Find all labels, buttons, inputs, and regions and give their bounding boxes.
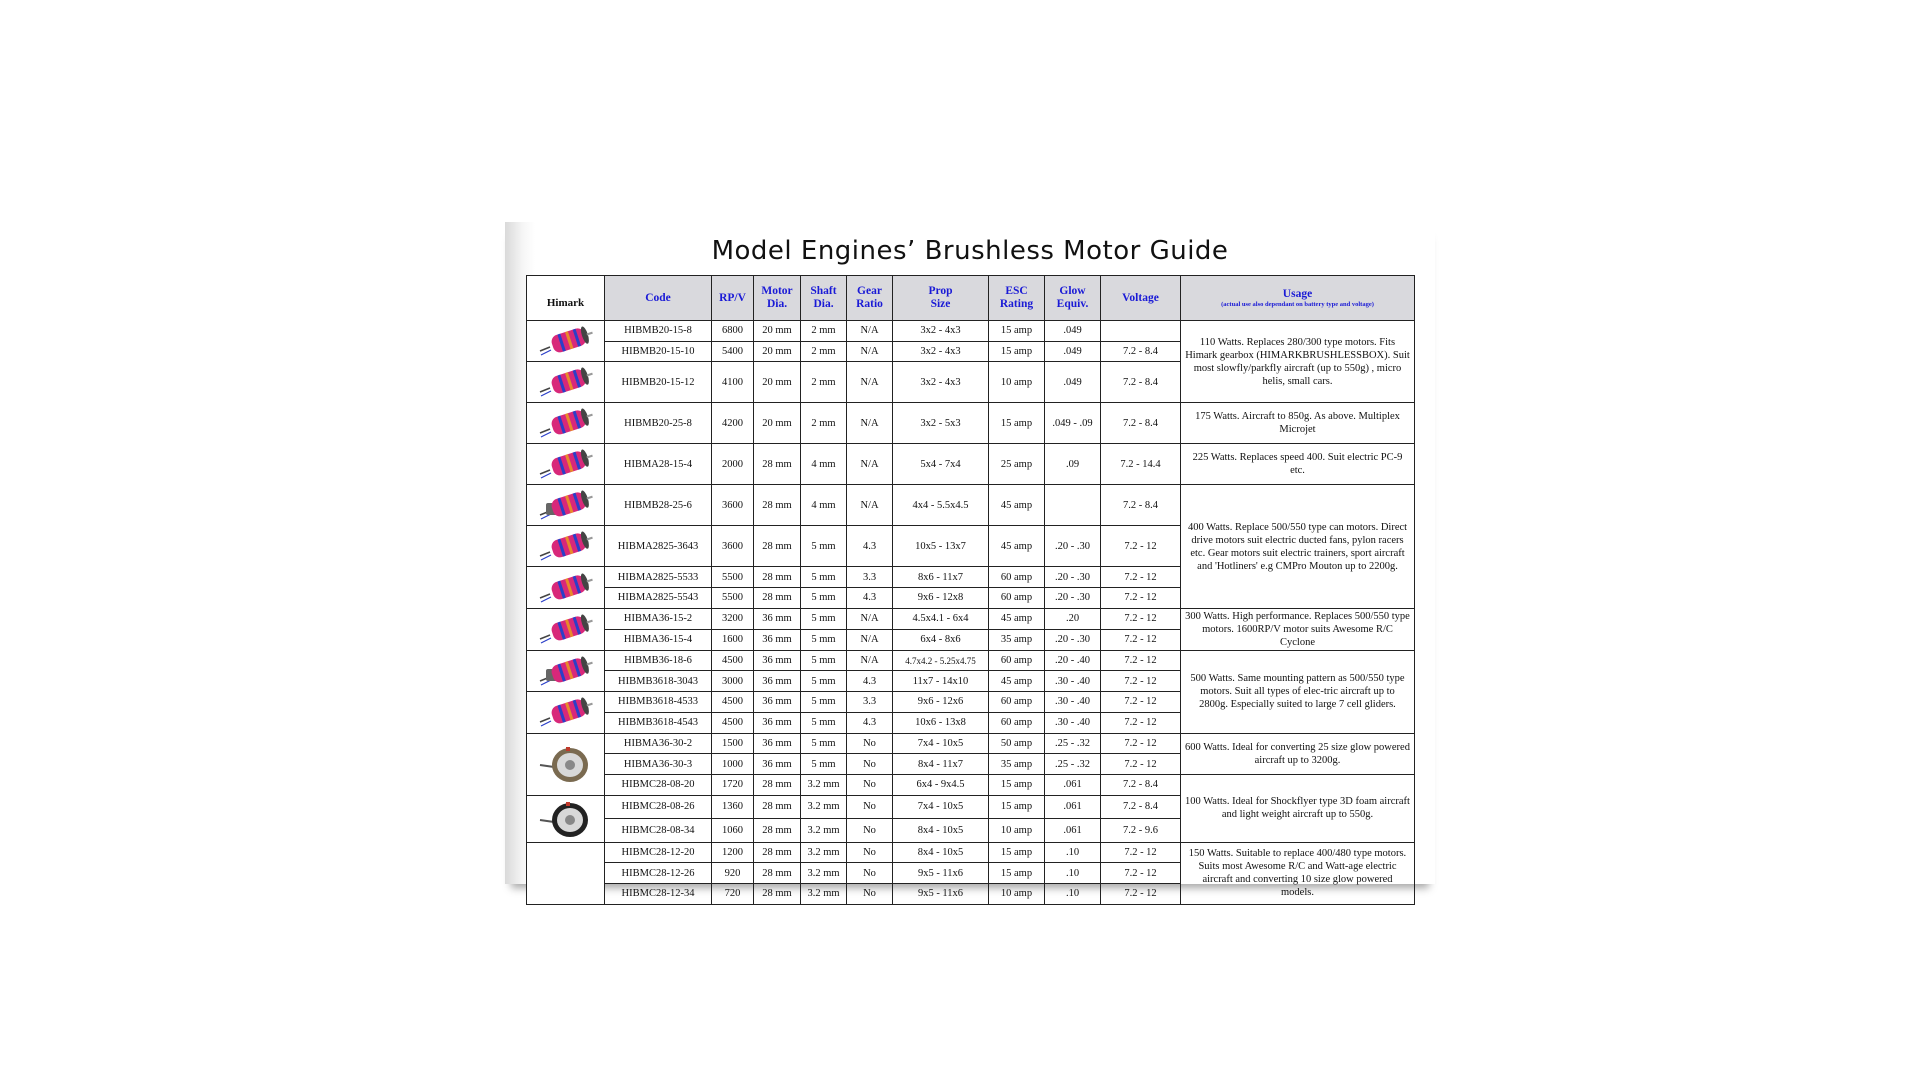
cell-motor: 36 mm	[754, 692, 801, 713]
cell-code: HIBMC28-12-34	[605, 883, 712, 904]
guide-page	[505, 222, 1435, 900]
motor-photo	[527, 485, 605, 526]
cell-esc: 60 amp	[989, 567, 1045, 588]
cell-gear: N/A	[847, 629, 893, 650]
cell-glow: .20 - .30	[1045, 567, 1101, 588]
cell-rpv: 6800	[712, 321, 754, 342]
cell-voltage: 7.2 - 12	[1101, 863, 1181, 884]
header-shaft-dia: Shaft Dia.	[801, 276, 847, 321]
header-prop-size: Prop Size	[893, 276, 989, 321]
cell-prop: 4x4 - 5.5x4.5	[893, 485, 989, 526]
cell-code: HIBMA36-30-3	[605, 754, 712, 775]
cell-motor: 36 mm	[754, 733, 801, 754]
motor-photo	[527, 444, 605, 485]
cell-shaft: 3.2 mm	[801, 883, 847, 904]
cell-usage: 300 Watts. High performance. Replaces 500/550 type motors. 1600RP/V motor suits Awesome R/C Cyclone	[1181, 608, 1415, 650]
cell-glow: .20 - .30	[1045, 526, 1101, 567]
cell-rpv: 1200	[712, 842, 754, 863]
motor-photo	[527, 567, 605, 608]
cell-motor: 28 mm	[754, 883, 801, 904]
cell-code: HIBMB20-15-8	[605, 321, 712, 342]
cell-prop: 8x4 - 11x7	[893, 754, 989, 775]
cell-voltage: 7.2 - 12	[1101, 754, 1181, 775]
cell-code: HIBMC28-12-26	[605, 863, 712, 884]
cell-prop: 7x4 - 10x5	[893, 733, 989, 754]
cell-motor: 28 mm	[754, 588, 801, 609]
cell-voltage: 7.2 - 8.4	[1101, 403, 1181, 444]
cell-voltage: 7.2 - 12	[1101, 692, 1181, 713]
cell-shaft: 5 mm	[801, 712, 847, 733]
cell-gear: N/A	[847, 444, 893, 485]
cell-code: HIBMC28-12-20	[605, 842, 712, 863]
cell-prop: 8x4 - 10x5	[893, 842, 989, 863]
cell-esc: 60 amp	[989, 712, 1045, 733]
header-code: Code	[605, 276, 712, 321]
cell-prop: 9x5 - 11x6	[893, 883, 989, 904]
cell-shaft: 4 mm	[801, 485, 847, 526]
motor-photo	[527, 403, 605, 444]
cell-glow: .30 - .40	[1045, 692, 1101, 713]
brushless-motor-icon	[527, 568, 604, 608]
cell-voltage: 7.2 - 12	[1101, 608, 1181, 629]
cell-glow: .061	[1045, 819, 1101, 843]
cell-code: HIBMA36-15-2	[605, 608, 712, 629]
cell-rpv: 4500	[712, 692, 754, 713]
cell-shaft: 5 mm	[801, 567, 847, 588]
cell-rpv: 1360	[712, 795, 754, 819]
cell-glow	[1045, 485, 1101, 526]
cell-code: HIBMB20-15-10	[605, 341, 712, 362]
cell-shaft: 3.2 mm	[801, 863, 847, 884]
cell-prop: 10x6 - 13x8	[893, 712, 989, 733]
cell-glow: .049	[1045, 362, 1101, 403]
cell-rpv: 920	[712, 863, 754, 884]
outrunner-motor-icon	[527, 741, 604, 787]
cell-glow: .10	[1045, 842, 1101, 863]
cell-motor: 36 mm	[754, 650, 801, 671]
brushless-motor-icon	[527, 321, 604, 361]
cell-code: HIBMB3618-4533	[605, 692, 712, 713]
cell-code: HIBMB36-18-6	[605, 650, 712, 671]
cell-code: HIBMC28-08-26	[605, 795, 712, 819]
cell-motor: 36 mm	[754, 754, 801, 775]
cell-esc: 10 amp	[989, 819, 1045, 843]
cell-usage: 110 Watts. Replaces 280/300 type motors. Fits Himark gearbox (HIMARKBRUSHLESSBOX). Suit most slowfly/parkfly aircraft (up to 550g) , micro helis, small cars.	[1181, 321, 1415, 403]
cell-rpv: 4500	[712, 712, 754, 733]
cell-esc: 10 amp	[989, 362, 1045, 403]
cell-code: HIBMC28-08-20	[605, 774, 712, 795]
outrunner-motor-photo	[527, 733, 605, 795]
cell-voltage: 7.2 - 12	[1101, 588, 1181, 609]
header-glow-equiv: Glow Equiv.	[1045, 276, 1101, 321]
cell-prop: 4.5x4.1 - 6x4	[893, 608, 989, 629]
motor-table-body	[527, 321, 1415, 905]
cell-gear: No	[847, 774, 893, 795]
cell-esc: 15 amp	[989, 863, 1045, 884]
cell-voltage: 7.2 - 12	[1101, 733, 1181, 754]
table-header-row	[527, 276, 1415, 321]
cell-code: HIBMB3618-3043	[605, 671, 712, 692]
cell-motor: 20 mm	[754, 321, 801, 342]
cell-rpv: 2000	[712, 444, 754, 485]
cell-shaft: 5 mm	[801, 733, 847, 754]
cell-esc: 45 amp	[989, 485, 1045, 526]
cell-gear: No	[847, 863, 893, 884]
table-row	[527, 733, 1415, 754]
table-row	[527, 485, 1415, 526]
cell-prop: 6x4 - 8x6	[893, 629, 989, 650]
cell-esc: 10 amp	[989, 883, 1045, 904]
cell-esc: 60 amp	[989, 692, 1045, 713]
cell-glow: .20 - .30	[1045, 629, 1101, 650]
cell-esc: 25 amp	[989, 444, 1045, 485]
cell-glow: .10	[1045, 863, 1101, 884]
cell-motor: 36 mm	[754, 712, 801, 733]
cell-motor: 28 mm	[754, 526, 801, 567]
cell-esc: 15 amp	[989, 403, 1045, 444]
cell-voltage	[1101, 321, 1181, 342]
cell-prop: 8x6 - 11x7	[893, 567, 989, 588]
cell-code: HIBMB3618-4543	[605, 712, 712, 733]
cell-prop: 3x2 - 5x3	[893, 403, 989, 444]
cell-prop: 6x4 - 9x4.5	[893, 774, 989, 795]
cell-voltage: 7.2 - 12	[1101, 842, 1181, 863]
cell-code: HIBMB20-15-12	[605, 362, 712, 403]
cell-usage: 150 Watts. Suitable to replace 400/480 type motors. Suits most Awesome R/C and Watt-age electric aircraft and converting 10 size glow powered models.	[1181, 842, 1415, 904]
header-esc-rating: ESC Rating	[989, 276, 1045, 321]
cell-esc: 35 amp	[989, 754, 1045, 775]
cell-prop: 3x2 - 4x3	[893, 362, 989, 403]
cell-gear: 3.3	[847, 567, 893, 588]
cell-code: HIBMA36-30-2	[605, 733, 712, 754]
cell-shaft: 5 mm	[801, 692, 847, 713]
cell-usage: 600 Watts. Ideal for converting 25 size glow powered aircraft up to 3200g.	[1181, 733, 1415, 774]
cell-shaft: 5 mm	[801, 526, 847, 567]
cell-prop: 11x7 - 14x10	[893, 671, 989, 692]
table-row	[527, 608, 1415, 629]
cell-code: HIBMC28-08-34	[605, 819, 712, 843]
cell-voltage: 7.2 - 8.4	[1101, 485, 1181, 526]
cell-glow: .061	[1045, 774, 1101, 795]
cell-rpv: 3200	[712, 608, 754, 629]
header-rpv: RP/V	[712, 276, 754, 321]
page-title: Model Engines’ Brushless Motor Guide	[711, 236, 1229, 266]
cell-esc: 15 amp	[989, 341, 1045, 362]
table-row	[527, 842, 1415, 863]
cell-esc: 45 amp	[989, 608, 1045, 629]
header-usage: Usage (actual use also dependant on battery type and voltage)	[1181, 276, 1415, 321]
outrunner-motor-icon	[527, 796, 604, 842]
cell-code: HIBMB28-25-6	[605, 485, 712, 526]
cell-prop: 10x5 - 13x7	[893, 526, 989, 567]
cell-esc: 45 amp	[989, 671, 1045, 692]
cell-motor: 28 mm	[754, 485, 801, 526]
brushless-motor-icon	[527, 485, 604, 525]
cell-glow: .30 - .40	[1045, 712, 1101, 733]
cell-code: HIBMA2825-5533	[605, 567, 712, 588]
cell-esc: 35 amp	[989, 629, 1045, 650]
cell-shaft: 2 mm	[801, 341, 847, 362]
cell-glow: .049	[1045, 341, 1101, 362]
cell-motor: 20 mm	[754, 341, 801, 362]
table-row	[527, 321, 1415, 342]
cell-gear: 3.3	[847, 692, 893, 713]
cell-prop: 7x4 - 10x5	[893, 795, 989, 819]
cell-usage: 400 Watts. Replace 500/550 type can motors. Direct drive motors suit electric ducted fans, pylon racers etc. Gear motors suit electric trainers, sport aircraft and 'Hotliners' e.g CMPro Mouton up to 2200g.	[1181, 485, 1415, 608]
cell-shaft: 2 mm	[801, 362, 847, 403]
cell-esc: 15 amp	[989, 321, 1045, 342]
cell-voltage: 7.2 - 8.4	[1101, 795, 1181, 819]
motor-photo	[527, 608, 605, 650]
cell-code: HIBMA2825-5543	[605, 588, 712, 609]
cell-rpv: 5500	[712, 567, 754, 588]
brushless-motor-icon	[527, 362, 604, 402]
cell-gear: N/A	[847, 403, 893, 444]
cell-rpv: 4500	[712, 650, 754, 671]
motor-photo	[527, 321, 605, 362]
cell-voltage: 7.2 - 8.4	[1101, 774, 1181, 795]
cell-glow: .20 - .30	[1045, 588, 1101, 609]
cell-voltage: 7.2 - 12	[1101, 650, 1181, 671]
cell-gear: N/A	[847, 485, 893, 526]
cell-glow: .049 - .09	[1045, 403, 1101, 444]
cell-gear: No	[847, 795, 893, 819]
cell-motor: 36 mm	[754, 629, 801, 650]
cell-shaft: 3.2 mm	[801, 819, 847, 843]
cell-rpv: 3600	[712, 485, 754, 526]
cell-gear: 4.3	[847, 526, 893, 567]
motor-table	[526, 275, 1415, 905]
table-row	[527, 444, 1415, 485]
header-voltage: Voltage	[1101, 276, 1181, 321]
cell-rpv: 4100	[712, 362, 754, 403]
cell-motor: 28 mm	[754, 774, 801, 795]
cell-voltage: 7.2 - 12	[1101, 567, 1181, 588]
cell-rpv: 3000	[712, 671, 754, 692]
cell-shaft: 5 mm	[801, 608, 847, 629]
cell-voltage: 7.2 - 9.6	[1101, 819, 1181, 843]
cell-prop: 3x2 - 4x3	[893, 321, 989, 342]
cell-gear: No	[847, 842, 893, 863]
cell-gear: N/A	[847, 608, 893, 629]
brushless-motor-icon	[527, 526, 604, 566]
cell-rpv: 4200	[712, 403, 754, 444]
cell-prop: 9x6 - 12x6	[893, 692, 989, 713]
brand-header: Himark	[527, 276, 605, 321]
brushless-motor-icon	[527, 651, 604, 691]
cell-prop: 9x5 - 11x6	[893, 863, 989, 884]
cell-shaft: 5 mm	[801, 671, 847, 692]
cell-code: HIBMA36-15-4	[605, 629, 712, 650]
cell-usage: 500 Watts. Same mounting pattern as 500/550 type motors. Suit all types of elec-tric aircraft up to 2800g. Especially suited to large 7 cell gliders.	[1181, 650, 1415, 733]
cell-prop: 8x4 - 10x5	[893, 819, 989, 843]
cell-rpv: 3600	[712, 526, 754, 567]
motor-photo	[527, 692, 605, 733]
table-row	[527, 774, 1415, 795]
cell-prop: 4.7x4.2 - 5.25x4.75	[893, 650, 989, 671]
cell-prop: 3x2 - 4x3	[893, 341, 989, 362]
cell-gear: 4.3	[847, 588, 893, 609]
cell-shaft: 5 mm	[801, 650, 847, 671]
cell-esc: 60 amp	[989, 650, 1045, 671]
cell-gear: 4.3	[847, 712, 893, 733]
motor-photo	[527, 526, 605, 567]
cell-rpv: 1500	[712, 733, 754, 754]
cell-shaft: 3.2 mm	[801, 774, 847, 795]
cell-motor: 28 mm	[754, 842, 801, 863]
cell-shaft: 4 mm	[801, 444, 847, 485]
cell-esc: 45 amp	[989, 526, 1045, 567]
cell-glow: .25 - .32	[1045, 754, 1101, 775]
cell-voltage: 7.2 - 8.4	[1101, 362, 1181, 403]
header-gear-ratio: Gear Ratio	[847, 276, 893, 321]
usage-note: (actual use also dependant on battery type and voltage)	[1221, 300, 1374, 308]
cell-rpv: 1060	[712, 819, 754, 843]
cell-rpv: 1000	[712, 754, 754, 775]
cell-esc: 60 amp	[989, 588, 1045, 609]
cell-voltage: 7.2 - 12	[1101, 629, 1181, 650]
cell-usage: 100 Watts. Ideal for Shockflyer type 3D foam aircraft and light weight aircraft up to 550g.	[1181, 774, 1415, 842]
cell-voltage: 7.2 - 12	[1101, 883, 1181, 904]
cell-motor: 20 mm	[754, 403, 801, 444]
cell-motor: 20 mm	[754, 362, 801, 403]
cell-esc: 15 amp	[989, 774, 1045, 795]
cell-gear: No	[847, 883, 893, 904]
cell-gear: No	[847, 819, 893, 843]
cell-esc: 15 amp	[989, 842, 1045, 863]
cell-voltage: 7.2 - 14.4	[1101, 444, 1181, 485]
brushless-motor-icon	[527, 444, 604, 484]
cell-glow: .09	[1045, 444, 1101, 485]
cell-usage: 225 Watts. Replaces speed 400. Suit electric PC-9 etc.	[1181, 444, 1415, 485]
cell-shaft: 2 mm	[801, 403, 847, 444]
motor-photo	[527, 842, 605, 904]
header-motor-dia: Motor Dia.	[754, 276, 801, 321]
cell-gear: No	[847, 733, 893, 754]
cell-glow: .20 - .40	[1045, 650, 1101, 671]
table-row	[527, 403, 1415, 444]
cell-shaft: 3.2 mm	[801, 842, 847, 863]
cell-code: HIBMB20-25-8	[605, 403, 712, 444]
cell-prop: 5x4 - 7x4	[893, 444, 989, 485]
cell-gear: N/A	[847, 341, 893, 362]
cell-esc: 15 amp	[989, 795, 1045, 819]
cell-motor: 28 mm	[754, 795, 801, 819]
cell-code: HIBMA2825-3643	[605, 526, 712, 567]
cell-glow: .20	[1045, 608, 1101, 629]
brushless-motor-icon	[527, 403, 604, 443]
cell-voltage: 7.2 - 12	[1101, 526, 1181, 567]
cell-gear: No	[847, 754, 893, 775]
cell-motor: 28 mm	[754, 444, 801, 485]
cell-motor: 28 mm	[754, 819, 801, 843]
cell-voltage: 7.2 - 12	[1101, 712, 1181, 733]
cell-voltage: 7.2 - 12	[1101, 671, 1181, 692]
cell-rpv: 1720	[712, 774, 754, 795]
cell-code: HIBMA28-15-4	[605, 444, 712, 485]
cell-shaft: 3.2 mm	[801, 795, 847, 819]
cell-shaft: 2 mm	[801, 321, 847, 342]
cell-rpv: 1600	[712, 629, 754, 650]
cell-prop: 9x6 - 12x8	[893, 588, 989, 609]
brushless-motor-icon	[527, 692, 604, 732]
cell-usage: 175 Watts. Aircraft to 850g. As above. Multiplex Microjet	[1181, 403, 1415, 444]
outrunner-motor-photo	[527, 795, 605, 842]
cell-esc: 50 amp	[989, 733, 1045, 754]
cell-motor: 28 mm	[754, 863, 801, 884]
cell-rpv: 720	[712, 883, 754, 904]
cell-motor: 28 mm	[754, 567, 801, 588]
cell-shaft: 5 mm	[801, 629, 847, 650]
cell-gear: 4.3	[847, 671, 893, 692]
motor-photo	[527, 650, 605, 691]
cell-shaft: 5 mm	[801, 754, 847, 775]
cell-rpv: 5500	[712, 588, 754, 609]
cell-glow: .30 - .40	[1045, 671, 1101, 692]
cell-glow: .061	[1045, 795, 1101, 819]
table-row	[527, 650, 1415, 671]
cell-voltage: 7.2 - 8.4	[1101, 341, 1181, 362]
cell-motor: 36 mm	[754, 671, 801, 692]
cell-glow: .25 - .32	[1045, 733, 1101, 754]
motor-photo	[527, 362, 605, 403]
cell-motor: 36 mm	[754, 608, 801, 629]
cell-glow: .049	[1045, 321, 1101, 342]
cell-glow: .10	[1045, 883, 1101, 904]
brushless-motor-icon	[527, 609, 604, 649]
cell-gear: N/A	[847, 362, 893, 403]
cell-rpv: 5400	[712, 341, 754, 362]
cell-gear: N/A	[847, 321, 893, 342]
cell-shaft: 5 mm	[801, 588, 847, 609]
cell-gear: N/A	[847, 650, 893, 671]
